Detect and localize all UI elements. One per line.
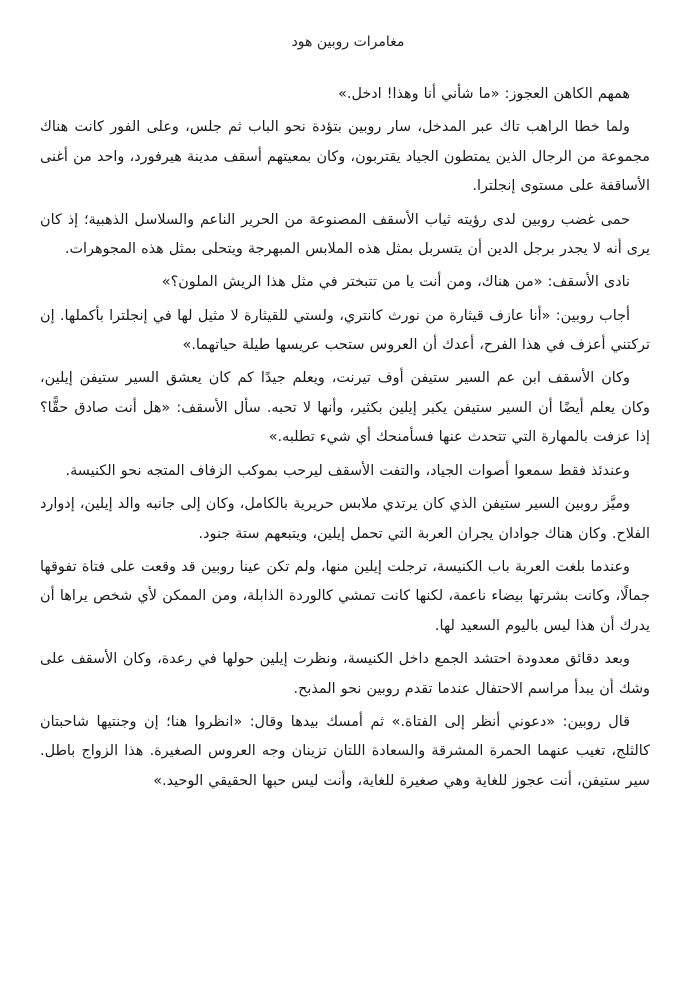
paragraph: وعندئذ فقط سمعوا أصوات الجياد، والتفت الأسقف ليرحب بموكب الزفاف المتجه نحو الكنيسة.: [65, 462, 630, 479]
paragraph: وكان الأسقف ابن عم السير ستيفن أوف تيرنت، ويعلم جيدًا كم كان يعشق السير ستيفن إيلين، وكان يعلم أيضًا أن السير ستيفن يكبر إيلين بكثير، وأنها لا تحبه. سأل الأسقف: «هل أنت صادق حقًّا؟ إذا عزفت بالمهارة التي تتحدث عنها فسأمنحك أي شيء تطلبه.»: [40, 370, 650, 446]
paragraph: حمى غضب روبين لدى رؤيته ثياب الأسقف المصنوعة من الحرير الناعم والسلاسل الذهبية؛ إذ كان يرى أنه لا يجدر برجل الدين أن يتسربل بمثل هذه الملابس المبهرجة ويتحلى بمثل هذه المجوهرات.: [40, 211, 650, 258]
running-header: مغامرات روبين هود: [291, 34, 405, 50]
paragraph: وعندما بلغت العربة باب الكنيسة، ترجلت إيلين منها، ولم تكن عينا روبين قد وقعت على فتاة تفوقها جمالًا، وكانت بشرتها بيضاء ناعمة، لكنها كانت تمشي كالوردة الذابلة، ومن الممكن لأي شخص يراها أن يدرك أن هذا ليس باليوم السعيد لها.: [40, 558, 650, 634]
paragraph: نادى الأسقف: «من هناك، ومن أنت يا من تتبختر في مثل هذا الريش الملون؟»: [161, 274, 630, 291]
paragraph: وميَّز روبين السير ستيفن الذي كان يرتدي ملابس حريرية بالكامل، وكان إلى جانبه والد إيلين، إدوارد الفلاح. وكان هناك جوادان يجران العربة التي تحمل إيلين، ويتبعهم ستة جنود.: [40, 496, 650, 542]
paragraph: ولما خطا الراهب تاك عبر المدخل، سار روبين بتؤدة نحو الباب ثم جلس، وعلى الفور كانت هناك مجموعة من الرجال الذين يمتطون الجياد يقتربون، وكان بمعيتهم أسقف مدينة هيرفورد، واحد من أغنى الأساقفة على مستوى إنجلترا.: [40, 119, 650, 195]
paragraph: همهم الكاهن العجوز: «ما شأني أنا وهذا! ادخل.»: [338, 86, 630, 102]
paragraph: وبعد دقائق معدودة احتشد الجمع داخل الكنيسة، ونظرت إيلين حولها في رعدة، وكان الأسقف على وشك أن يبدأ مراسم الاحتفال عندما تقدم روبين نحو المذبح.: [40, 651, 650, 697]
paragraph: قال روبين: «دعوني أنظر إلى الفتاة.» ثم أمسك بيدها وقال: «انظروا هنا؛ إن وجنتيها شاحبتان كالثلج، تغيب عنهما الحمرة المشرقة والسعادة اللتان تزينان وجه العروس الصغيرة. هذا الزواج باطل. سير ستيفن، أنت عجوز للغاية وهي صغيرة للغاية، وأنت ليس حبها الحقيقي الوحيد.»: [40, 713, 650, 789]
body-text: [40, 80, 650, 800]
paragraph: أجاب روبين: «أنا عازف قيثارة من نورث كانتري، ولستي للقيثارة لا مثيل لها في إنجلترا بأكملها. إن تركتني أعزف في هذا الفرح، أعدك أن العروس ستحب عريسها طيلة حياتهما.»: [40, 307, 650, 354]
